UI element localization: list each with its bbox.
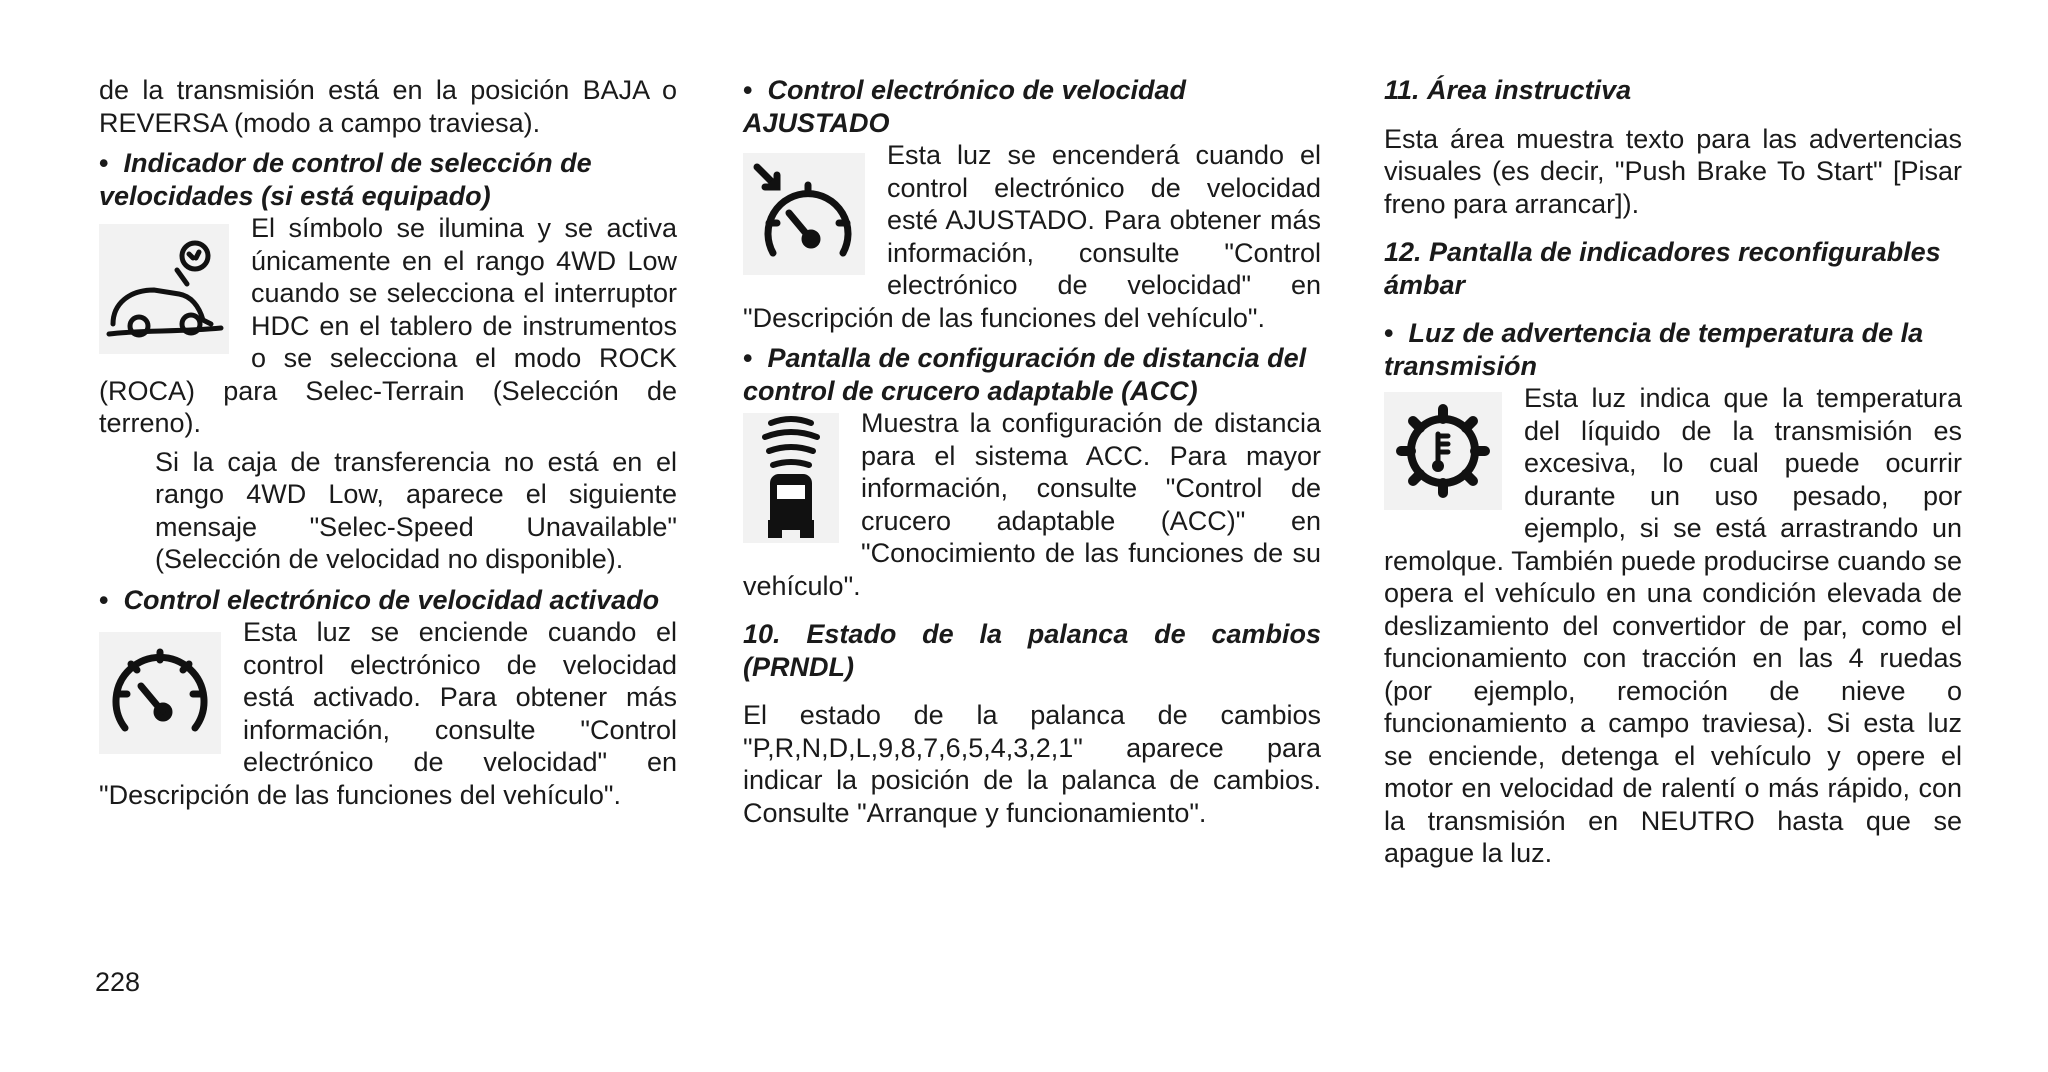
- prndl-description: El estado de la palanca de cambios "P,R,N,D,L,9,8,7,6,5,4,3,2,1" aparece para indicar la posición de la palanca de cambios. Consulte "Arranque y funcionamiento".: [743, 700, 1321, 828]
- amber-indicators-heading: 12. Pantalla de indicadores reconfigurables ámbar: [1384, 237, 1941, 300]
- column-left: [99, 74, 677, 811]
- acc-distance-icon: [743, 413, 839, 543]
- intro-paragraph: de la transmisión está en la posición BAJA o REVERSA (modo a campo traviesa).: [99, 75, 677, 138]
- speedometer-set-icon: [743, 153, 865, 275]
- column-right: [1384, 74, 1962, 870]
- hdc-heading: • Indicador de control de selección de velocidades (si está equipado): [99, 147, 677, 212]
- hill-descent-vehicle-icon: [99, 224, 229, 354]
- instructive-area-heading: 11. Área instructiva: [1384, 75, 1632, 105]
- acc-heading: • Pantalla de configuración de distancia del control de crucero adaptable (ACC): [743, 342, 1321, 407]
- cruise-set-description: Esta luz se encenderá cuando el control electrónico de velocidad esté AJUSTADO. Para obtener más información, consulte "Control electrónico de velocidad" en "Descripción de las funciones del vehículo".: [743, 140, 1321, 333]
- transmission-temp-description: Esta luz indica que la temperatura del líquido de la transmisión es excesiva, lo cual puede ocurrir durante un uso pesado, por ejemplo, si se está arrastrando un remolque. También puede producirse cuando se opera el vehículo en una condición elevada de deslizamiento del convertidor de par, como el funcionamiento con tracción en las 4 ruedas (por ejemplo, remoción de nieve o funcionamiento a campo traviesa). Si esta luz se enciende, detenga el vehículo y opere el motor en velocidad de ralentí o más rápido, con la transmisión en NEUTRO hasta que se apague la luz.: [1384, 383, 1962, 868]
- cruise-set-heading: • Control electrónico de velocidad AJUSTADO: [743, 74, 1321, 139]
- hdc-note: Si la caja de transferencia no está en el rango 4WD Low, aparece el siguiente mensaje "Selec-Speed Unavailable" (Selección de velocidad no disponible).: [155, 446, 677, 574]
- column-middle: [743, 74, 1321, 829]
- transmission-temp-heading: • Luz de advertencia de temperatura de la transmisión: [1384, 317, 1962, 382]
- cruise-active-heading: • Control electrónico de velocidad activado: [99, 584, 677, 617]
- cruise-active-description: Esta luz se enciende cuando el control electrónico de velocidad está activado. Para obtener más información, consulte "Control electrónico de velocidad" en "Descripción de las funciones del vehículo".: [99, 617, 677, 810]
- acc-description: Muestra la configuración de distancia para el sistema ACC. Para mayor información, consulte "Control de crucero adaptable (ACC)" en "Conocimiento de las funciones de su vehículo".: [743, 408, 1321, 601]
- transmission-temperature-icon: [1384, 392, 1502, 510]
- page-number: 228: [95, 967, 141, 997]
- instructive-area-description: Esta área muestra texto para las advertencias visuales (es decir, "Push Brake To Start" [Pisar freno para arrancar]).: [1384, 123, 1962, 219]
- speedometer-icon: [99, 632, 221, 754]
- hdc-description: El símbolo se ilumina y se activa únicamente en el rango 4WD Low cuando se selecciona el interruptor HDC en el tablero de instrumentos o se selecciona el modo ROCK (ROCA) para Selec-Terrain (Selección de terreno).: [99, 213, 677, 438]
- prndl-heading: 10. Estado de la palanca de cambios (PRNDL): [743, 619, 1321, 682]
